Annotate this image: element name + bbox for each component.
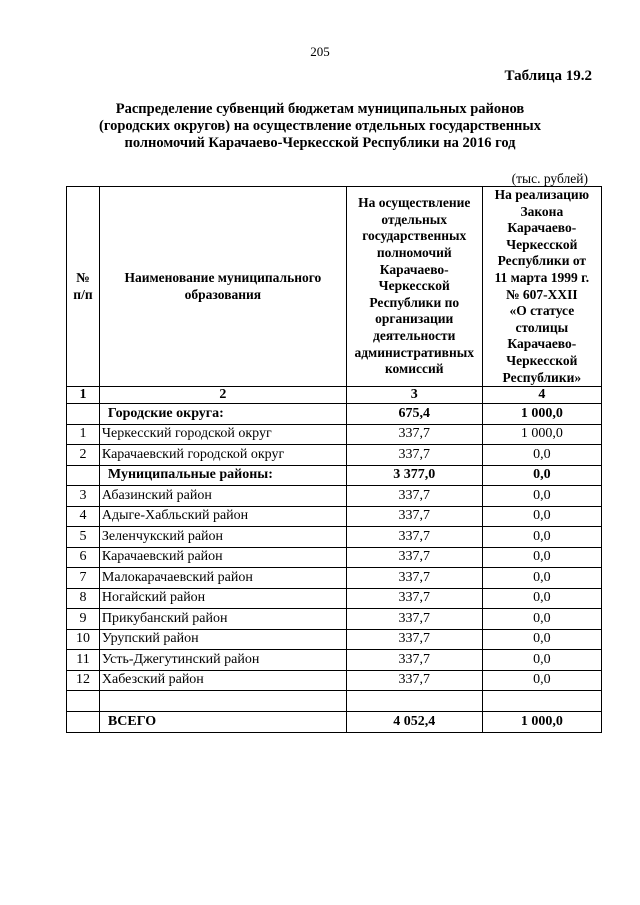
municipality-name: Усть-Джегутинский район: [99, 650, 346, 671]
group-row: [67, 465, 602, 486]
header-col4-line: Черкесской: [506, 352, 578, 368]
table-row: [67, 609, 602, 630]
municipality-name: Малокарачаевский район: [99, 568, 346, 589]
value-col3: 337,7: [346, 506, 482, 527]
header-col3-line: комиссий: [384, 361, 444, 377]
column-index: 2: [99, 387, 346, 404]
municipality-name: Хабезский район: [99, 670, 346, 691]
units-label: (тыс. рублей): [511, 171, 588, 186]
value-col4: 0,0: [482, 629, 601, 650]
table-row: [67, 650, 602, 671]
column-index: 1: [67, 387, 100, 404]
document-title: [60, 101, 580, 152]
header-col3: [346, 187, 482, 387]
header-name-line: образования: [184, 286, 262, 302]
value-col3: 337,7: [346, 486, 482, 507]
value-col3: 337,7: [346, 424, 482, 445]
table-row: [67, 445, 602, 466]
header-col3-line: отдельных: [381, 211, 448, 227]
municipality-name: Муниципальные районы:: [99, 465, 346, 486]
header-num-line: п/п: [73, 286, 93, 302]
municipality-name: Зеленчукский район: [99, 527, 346, 548]
table-row: [67, 424, 602, 445]
municipality-name: Прикубанский район: [99, 609, 346, 630]
value-col4: 0,0: [482, 465, 601, 486]
row-number: 12: [67, 670, 100, 691]
row-number: [67, 465, 100, 486]
header-col4-line: столицы: [515, 319, 569, 335]
header-col3-line: Карачаево-: [379, 261, 449, 277]
municipality-name: Городские округа:: [99, 404, 346, 425]
value-col4: 0,0: [482, 445, 601, 466]
table-row: [67, 547, 602, 568]
table-row: [67, 629, 602, 650]
column-index-row: [67, 387, 602, 404]
header-col3-line: деятельности: [373, 328, 456, 344]
header-col3-line: полномочий: [376, 245, 452, 261]
value-col4: 0,0: [482, 527, 601, 548]
header-col3-line: На осуществление: [358, 195, 471, 211]
value-col3: 337,7: [346, 629, 482, 650]
value-col3: 337,7: [346, 609, 482, 630]
table-cell: [346, 691, 482, 712]
title-line: (городских округов) на осуществление отдельных государственных: [99, 118, 541, 134]
value-col3: 337,7: [346, 445, 482, 466]
total-num: [67, 712, 100, 733]
value-col4: 1 000,0: [482, 424, 601, 445]
page-number: 205: [310, 44, 330, 59]
value-col4: 0,0: [482, 506, 601, 527]
table-row: [67, 568, 602, 589]
header-col4-line: Республики от: [497, 253, 587, 269]
table-body: [67, 404, 602, 691]
column-index: 3: [346, 387, 482, 404]
header-col4-line: № 607-XXII: [505, 286, 578, 302]
value-col3: 337,7: [346, 588, 482, 609]
group-row: [67, 404, 602, 425]
header-col4-line: 11 марта 1999 г.: [494, 269, 590, 285]
value-col3: 675,4: [346, 404, 482, 425]
value-col3: 337,7: [346, 670, 482, 691]
header-num-line: №: [76, 269, 90, 285]
value-col4: 0,0: [482, 670, 601, 691]
table-row: [67, 670, 602, 691]
value-col4: 0,0: [482, 486, 601, 507]
row-number: 2: [67, 445, 100, 466]
title-line: Распределение субвенций бюджетам муниципальных районов: [115, 101, 525, 117]
value-col3: 337,7: [346, 547, 482, 568]
header-name: [99, 187, 346, 387]
value-col4: 0,0: [482, 547, 601, 568]
value-col4: 0,0: [482, 568, 601, 589]
value-col3: 337,7: [346, 568, 482, 589]
municipality-name: Урупский район: [99, 629, 346, 650]
header-col4-line: Республики»: [502, 369, 582, 385]
header-col3-line: государственных: [362, 228, 467, 244]
table-label: Таблица 19.2: [504, 68, 592, 84]
value-col3: 337,7: [346, 650, 482, 671]
municipality-name: Ногайский район: [99, 588, 346, 609]
blank-row: [67, 691, 602, 712]
row-number: 10: [67, 629, 100, 650]
row-number: 4: [67, 506, 100, 527]
value-col3: 337,7: [346, 527, 482, 548]
header-col4-line: Закона: [520, 203, 564, 219]
table-cell: [482, 691, 601, 712]
table-row: [67, 527, 602, 548]
header-name-line: Наименование муниципального: [124, 269, 322, 285]
total-label: ВСЕГО: [99, 712, 346, 733]
table-cell: [67, 691, 100, 712]
header-row: [67, 187, 602, 387]
municipality-name: Абазинский район: [99, 486, 346, 507]
header-col4: [482, 187, 601, 387]
header-col4-line: «О статусе: [509, 303, 575, 319]
header-col3-line: Черкесской: [378, 278, 450, 294]
table-cell: [99, 691, 346, 712]
table-row: [67, 486, 602, 507]
header-col3-line: административных: [354, 344, 475, 360]
row-number: 3: [67, 486, 100, 507]
total-row: [67, 712, 602, 733]
value-col3: 3 377,0: [346, 465, 482, 486]
header-num: [67, 187, 100, 387]
row-number: 8: [67, 588, 100, 609]
value-col4: 0,0: [482, 650, 601, 671]
municipality-name: Карачаевский городской округ: [99, 445, 346, 466]
row-number: 5: [67, 527, 100, 548]
total-value-col3: 4 052,4: [346, 712, 482, 733]
total-value-col4: 1 000,0: [482, 712, 601, 733]
table-row: [67, 506, 602, 527]
row-number: [67, 404, 100, 425]
row-number: 7: [67, 568, 100, 589]
row-number: 9: [67, 609, 100, 630]
row-number: 6: [67, 547, 100, 568]
header-col4-line: Карачаево-: [507, 336, 577, 352]
value-col4: 1 000,0: [482, 404, 601, 425]
header-col4-line: Черкесской: [506, 236, 578, 252]
row-number: 1: [67, 424, 100, 445]
subsidy-table: [66, 186, 602, 733]
municipality-name: Адыге-Хабльский район: [99, 506, 346, 527]
header-col3-line: организации: [375, 311, 454, 327]
column-index: 4: [482, 387, 601, 404]
value-col4: 0,0: [482, 609, 601, 630]
row-number: 11: [67, 650, 100, 671]
table-row: [67, 588, 602, 609]
municipality-name: Карачаевский район: [99, 547, 346, 568]
header-col4-line: На реализацию: [494, 187, 590, 202]
header-col4-line: Карачаево-: [507, 220, 577, 236]
municipality-name: Черкесский городской округ: [99, 424, 346, 445]
title-line: полномочий Карачаево-Черкесской Республики на 2016 год: [124, 135, 516, 151]
value-col4: 0,0: [482, 588, 601, 609]
header-col3-line: Республики по: [369, 294, 460, 310]
